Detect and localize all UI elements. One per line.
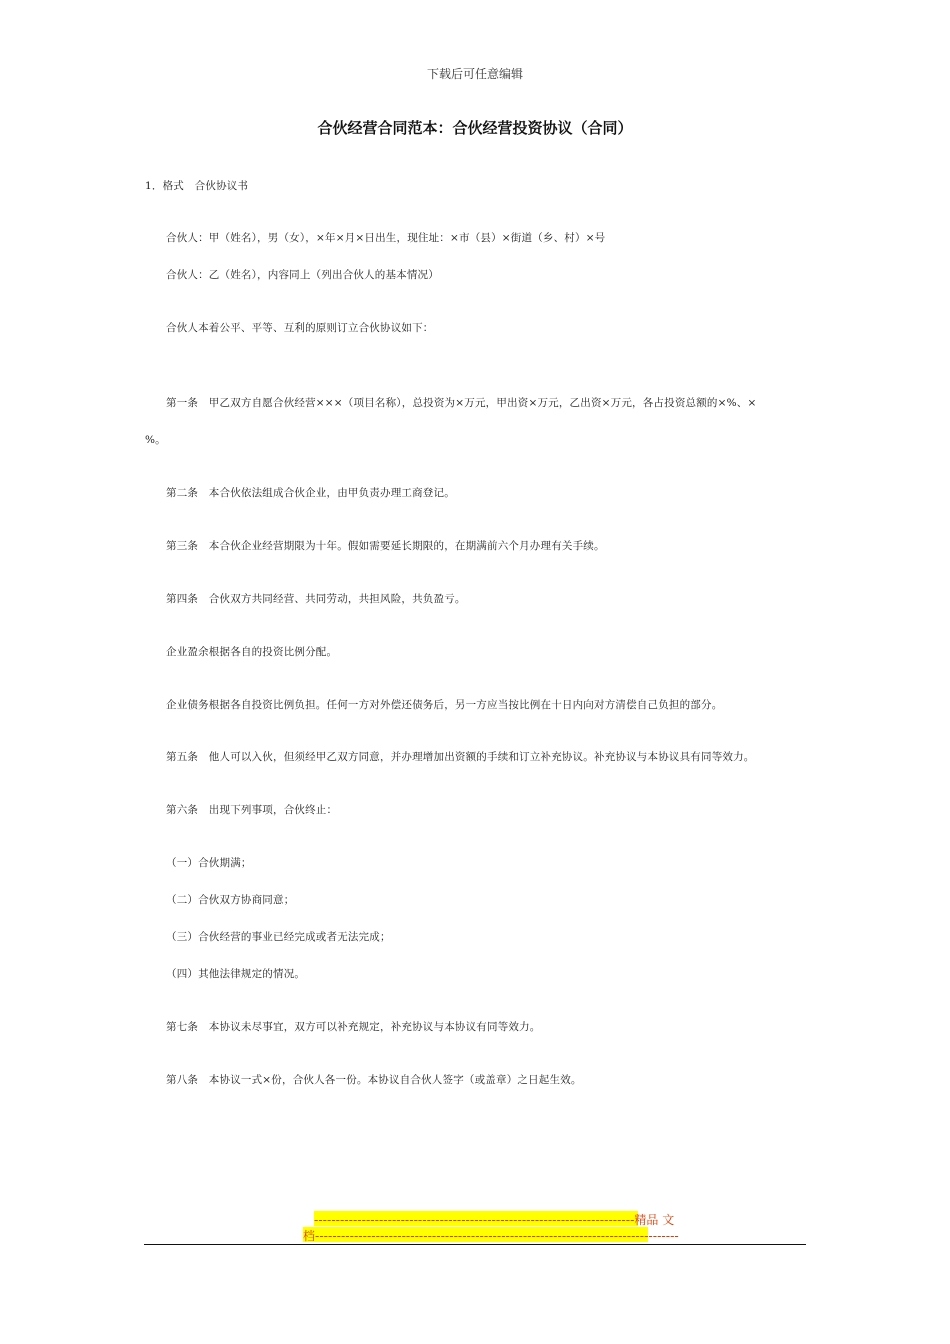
article-2: 第二条 本合伙依法组成合伙企业，由甲负责办理工商登记。: [166, 487, 455, 499]
article-5: 第五条 他人可以入伙，但须经甲乙双方同意，并办理增加出资额的手续和订立补充协议。补充协议与本协议具有同等效力。: [166, 751, 755, 763]
article-6: 第六条 出现下列事项，合伙终止：: [166, 804, 338, 816]
list-item-3: （三）合伙经营的事业已经完成或者无法完成；: [166, 931, 391, 943]
partner-b-line: 合伙人：乙（姓名），内容同上（列出合伙人的基本情况）: [166, 269, 439, 281]
partner-a-line: 合伙人：甲（姓名），男（女），×年×月×日出生，现住址：×市（县）×街道（乡、村）×号: [166, 232, 606, 244]
footer-highlight-line-1: --------------------------------------------------------------------------精品 文: [314, 1213, 675, 1227]
list-item-1: （一）合伙期满；: [166, 857, 252, 869]
section-heading: 1．格式 合伙协议书: [145, 180, 249, 192]
profit-paragraph: 企业盈余根据各自的投资比例分配。: [166, 646, 338, 658]
article-4: 第四条 合伙双方共同经营、共同劳动，共担风险，共负盈亏。: [166, 593, 466, 605]
article-8: 第八条 本协议一式×份，合伙人各一份。本协议自合伙人签字（或盖章）之日起生效。: [166, 1074, 582, 1086]
list-item-2: （二）合伙双方协商同意；: [166, 894, 295, 906]
list-item-4: （四）其他法律规定的情况。: [166, 968, 306, 980]
footer-divider: [144, 1244, 806, 1245]
intro-paragraph: 合伙人本着公平、平等、互利的原则订立合伙协议如下：: [166, 322, 434, 334]
article-3: 第三条 本合伙企业经营期限为十年。假如需要延长期限的，在期满前六个月办理有关手续。: [166, 540, 605, 552]
footer-highlight-line-2: 档------------------------------------------------------------------------------------: [303, 1229, 679, 1243]
page-title: 合伙经营合同范本：合伙经营投资协议（合同）: [317, 119, 633, 137]
article-1-line-2: %。: [145, 434, 166, 446]
header-note: 下载后可任意编辑: [426, 67, 523, 81]
article-1-line-1: 第一条 甲乙双方自愿合伙经营×××（项目名称），总投资为×万元，甲出资×万元，乙出资×万元，各占投资总额的×%、×: [166, 397, 757, 409]
debt-paragraph: 企业债务根据各自投资比例负担。任何一方对外偿还债务后，另一方应当按比例在十日内向对方清偿自己负担的部分。: [166, 699, 723, 711]
article-7: 第七条 本协议未尽事宜，双方可以补充规定，补充协议与本协议有同等效力。: [166, 1021, 541, 1033]
